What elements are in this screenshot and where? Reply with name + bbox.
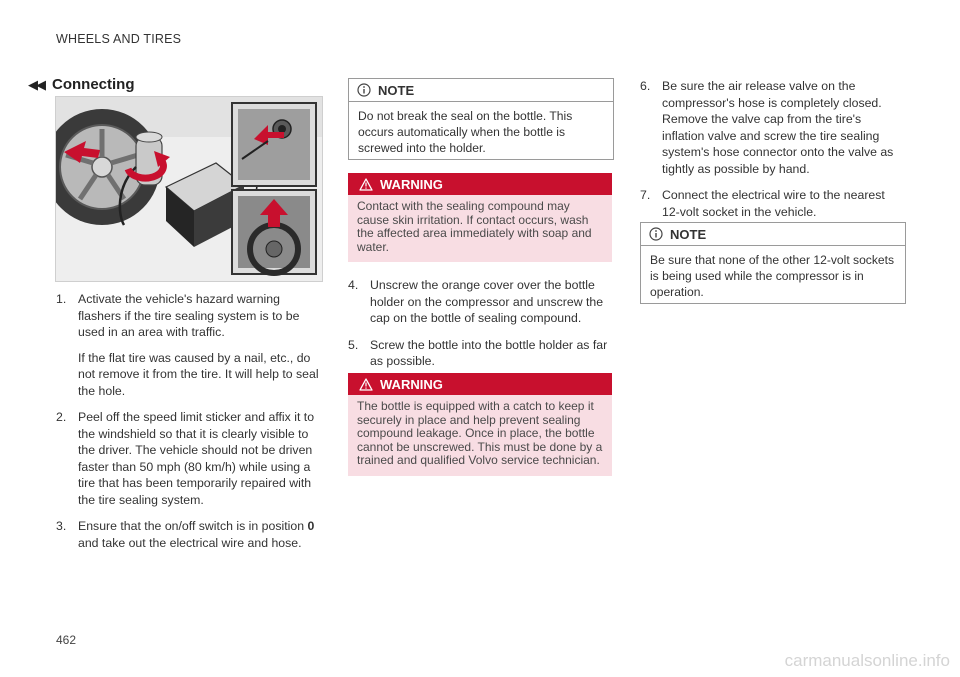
step-number: 2. [56, 410, 67, 424]
step-item [640, 78, 906, 177]
note-header [641, 223, 905, 246]
step-text: Unscrew the orange cover over the bottle holder on the compressor and unscrew the cap on the bottle of sealing compound. [370, 278, 604, 325]
running-header: WHEELS AND TIRES [56, 32, 182, 46]
step-number: 1. [56, 292, 67, 306]
step-number: 7. [640, 188, 651, 202]
warning-box-skin [348, 173, 612, 262]
warning-triangle-icon [359, 378, 373, 391]
step-item [348, 337, 614, 370]
steps-list-1 [56, 291, 324, 551]
steps-list-3 [640, 78, 906, 220]
step-text: Be sure the air release valve on the compressor's hose is completely closed. Remove the valve cap from the tire's inflation valve and screw the tire sealing system's hose connector onto the valve as tightly as possible by hand. [662, 79, 894, 176]
back-chevron-icon[interactable]: ◀◀ [28, 77, 44, 92]
compressor-drawing [56, 97, 322, 281]
warning-label: WARNING [380, 176, 443, 192]
step-text: Connect the electrical wire to the nearest 12-volt socket in the vehicle. [662, 188, 885, 219]
step-number: 3. [56, 519, 67, 533]
section-title [28, 76, 135, 93]
info-icon [357, 83, 371, 97]
note-text: Do not break the seal on the bottle. This occurs automatically when the bottle is screwed into the holder. [358, 109, 573, 155]
steps-column-1 [56, 291, 324, 561]
step-text: Peel off the speed limit sticker and affix it to the windshield so that it is clearly visible to the driver. The vehicle should not be driven faster than 50 mph (80 km/h) while using a tire that has been temporarily repaired with the tire sealing system. [78, 410, 315, 507]
warning-header [348, 173, 612, 195]
watermark: carmanualsonline.info [784, 651, 950, 670]
note-box-seal [348, 78, 614, 160]
step-text-end: and take out the electrical wire and hose. [78, 535, 302, 550]
steps-column-2 [348, 277, 614, 380]
step-text-start: Ensure that the on/off switch is in position [78, 519, 308, 533]
step-text: Screw the bottle into the bottle holder as far as possible. [370, 337, 608, 368]
note-header [349, 79, 613, 102]
step-item [348, 277, 614, 327]
warning-box-bottle [348, 373, 612, 476]
switch-position-value: 0 [307, 519, 315, 533]
warning-label: WARNING [380, 376, 443, 392]
warning-triangle-icon [359, 178, 373, 191]
step-number: 5. [348, 337, 359, 352]
steps-list-2 [348, 277, 614, 370]
step-item [56, 409, 324, 508]
step-number: 4. [348, 278, 359, 292]
warning-text: The bottle is equipped with a catch to keep it securely in place and help prevent sealing compound leakage. Once in place, the bottle cannot be unscrewed. This must be done by a trained and qualified Volvo service technician. [357, 399, 603, 468]
warning-header [348, 373, 612, 395]
steps-column-3 [640, 78, 906, 230]
section-title-text: Connecting [52, 76, 135, 93]
step-item [56, 291, 324, 399]
step-item [640, 187, 906, 220]
note-box-sockets [640, 222, 906, 304]
compressor-illustration [55, 96, 323, 282]
step-subtext: If the flat tire was caused by a nail, etc., do not remove it from the tire. It will help to seal the hole. [78, 350, 319, 398]
note-label: NOTE [670, 226, 707, 242]
step-number: 6. [640, 79, 651, 93]
step-text: Activate the vehicle's hazard warning flashers if the tire sealing system is to be used in an area with traffic. [78, 292, 300, 339]
note-label: NOTE [378, 82, 415, 98]
warning-text: Contact with the sealing compound may cause skin irritation. If contact occurs, wash the affected area immediately with soap and water. [357, 199, 592, 254]
step-text [78, 518, 324, 551]
info-icon [649, 227, 663, 241]
step-item [56, 518, 324, 551]
note-text: Be sure that none of the other 12-volt sockets is being used while the compressor is in operation. [650, 253, 895, 299]
page-number: 462 [56, 633, 77, 647]
